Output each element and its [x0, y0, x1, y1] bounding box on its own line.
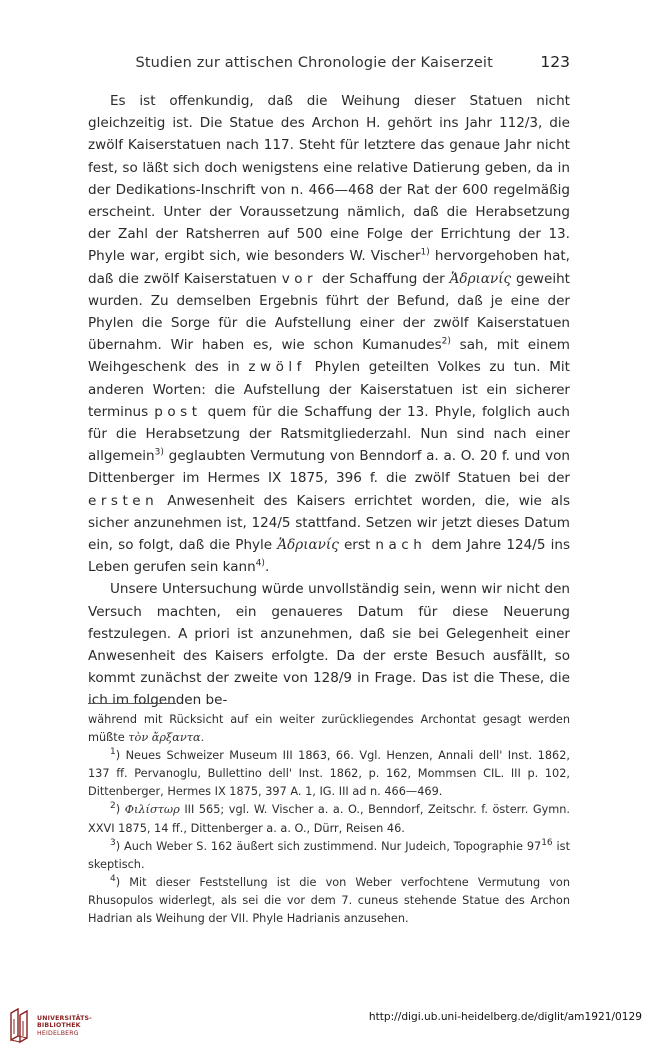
- text-run: .: [264, 559, 270, 576]
- library-logo[interactable]: [8, 1006, 92, 1046]
- emphasis-spaced: ersten: [88, 492, 159, 509]
- text-run: quem für die Schaffung der 13. Phyle, folglich auch für die Herabsetzung der Ratsmitgliederzahl. Nun sind nach einer allgemein: [88, 403, 570, 465]
- footnote-ref-3: 3): [154, 447, 164, 458]
- text-run: erst: [338, 537, 376, 554]
- greek-word: Ἁδριανίς: [449, 270, 512, 287]
- emphasis-spaced: post: [154, 403, 202, 420]
- text-run: Phylen geteilten Volkes zu tun. Mit anderen Worten: die Aufstellung der Kaiserstatuen ist ein sicherer terminus: [88, 359, 570, 420]
- footnotes: [88, 711, 570, 928]
- footnote-2: $^2$) Φιλίστωρ III 565; vgl. W. Vischer a. a. O., Benndorf, Zeitschr. f. österr. Gymn. XXVI 1875, 14 ff., Dittenberger a. a. O., Dürr, Reisen 46.: [88, 801, 571, 835]
- emphasis-spaced: zwölf: [248, 359, 306, 376]
- text-run: der Schaffung der: [317, 270, 450, 287]
- footnote-continuation: [88, 711, 570, 747]
- text-run: dem Jahre 124/5 ins Leben gerufen sein kann: [88, 537, 571, 576]
- text-run: während mit Rücksicht auf ein weiter zurückliegendes Archontat gesagt werden müßte: [88, 713, 570, 745]
- text-run: geweiht wurden. Zu demselben Ergebnis führt der Befund, daß je eine der Phylen die Sorge für die Aufstellung einer der zwölf Kaiserstatuen übernahm. Wir haben es, wie schon Kumanudes: [88, 270, 570, 354]
- text-run: ist skeptisch.: [88, 839, 570, 871]
- main-text: [88, 90, 570, 712]
- footnote-1: [88, 747, 570, 801]
- library-seal-icon: [8, 1007, 34, 1045]
- source-url-link[interactable]: http://digi.ub.uni-heidelberg.de/diglit/am1921/0129: [368, 1011, 642, 1023]
- footnote-mark: 3: [110, 837, 116, 848]
- page-number: 123: [540, 53, 570, 71]
- footnote-separator: [88, 703, 176, 704]
- greek-word: τὸν ἄρξαντα.: [128, 731, 205, 745]
- footnote-ref-2: 2): [441, 336, 451, 347]
- text-run: hervorgehoben hat, daß die zwölf Kaiserstatuen: [88, 248, 570, 287]
- superscript: 16: [541, 837, 553, 848]
- logo-text: UNIVERSITÄTS- BIBLIOTHEK HEIDELBERG: [37, 1014, 92, 1037]
- text-run: Es ist offenkundig, daß die Weihung dieser Statuen nicht gleichzeitig ist. Die Statue des Archon H. gehört ins Jahr 112/3, die zwölf Kaiserstatuen nach 117. Steht für letztere das genaue Jahr nicht fest, so läßt sich doch wenigstens eine relative Datierung geben, da in der Dedikations-Inschrift von n. 466—468 der Rat der 600 regelmäßig erscheint. Unter der Voraussetzung nämlich, daß die Herabsetzung der Zahl der Ratsherren auf 500 eine Folge der Errichtung der 13. Phyle war, ergibt sich, wie besonders W. Vischer: [88, 93, 570, 265]
- footnote-ref-4: 4): [255, 558, 265, 569]
- text-run: III 565; vgl. W. Vischer a. a. O., Benndorf, Zeitschr. f. österr. Gymn. XXVI 1875, 14 ff., Dittenberger a. a. O., Dürr, Reisen 46.: [88, 803, 571, 835]
- footnote-4: [88, 874, 570, 928]
- paragraph-2: Unsere Untersuchung würde unvollständig sein, wenn wir nicht den Versuch machten, ein genaueres Datum für diese Neuerung festzulegen. A priori ist anzunehmen, daß sie bei Gelegenheit einer Anwesenheit des Kaisers erfolgte. Da der erste Besuch ausfällt, so kommt zunächst der zweite von 128/9 in Frage. Das ist die These, die ich im folgenden be-: [88, 581, 570, 709]
- footnote-mark: 4: [110, 874, 116, 885]
- emphasis-spaced: nach: [375, 537, 427, 554]
- greek-word: Φιλίστωρ: [124, 803, 180, 817]
- paragraph-1: [88, 90, 570, 578]
- text-run: geglaubten Vermutung von Benndorf a. a. O. 20 f. und von Dittenberger im Hermes IX 1875, 396 f. die zwölf Statuen bei der: [88, 448, 570, 487]
- greek-word: Ἁδριανίς: [277, 537, 339, 554]
- footnote-mark: 2: [110, 801, 116, 812]
- running-title: Studien zur attischen Chronologie der Kaiserzeit: [135, 55, 493, 71]
- footnote-3: [88, 838, 570, 874]
- text-run: ) Mit dieser Feststellung ist die von Weber verfochtene Vermutung von Rhusopulos widerlegt, als sei die vor dem 7. cuneus stehende Statue des Archon Hadrian als Weihung der VII. Phyle Hadrianis anzusehen.: [88, 875, 570, 926]
- footnote-mark: 1: [110, 747, 116, 758]
- emphasis-spaced: vor: [281, 270, 318, 287]
- page-header: [88, 53, 570, 77]
- text-run: ) Auch Weber S. 162 äußert sich zustimmend. Nur Judeich, Topographie 97: [115, 839, 542, 853]
- text-run: sah, mit einem Weihgeschenk des in: [88, 337, 570, 376]
- text-run: Anwesenheit des Kaisers errichtet worden, die, wie als sicher anzunehmen ist, 124/5 stattfand. Setzen wir jetzt dieses Datum ein, so folgt, daß die Phyle: [88, 492, 570, 554]
- footnote-ref-1: 1): [420, 247, 430, 258]
- text-run: ) Neues Schweizer Museum III 1863, 66. Vgl. Henzen, Annali dell' Inst. 1862, 137 ff. Pervanoglu, Bullettino dell' Inst. 1862, p. 162, Mommsen CIL. III p. 102, Dittenberger, Hermes IX 1875, 397 A. 1, IG. III ad n. 466—469.: [88, 749, 570, 799]
- page-footer: [0, 1000, 652, 1052]
